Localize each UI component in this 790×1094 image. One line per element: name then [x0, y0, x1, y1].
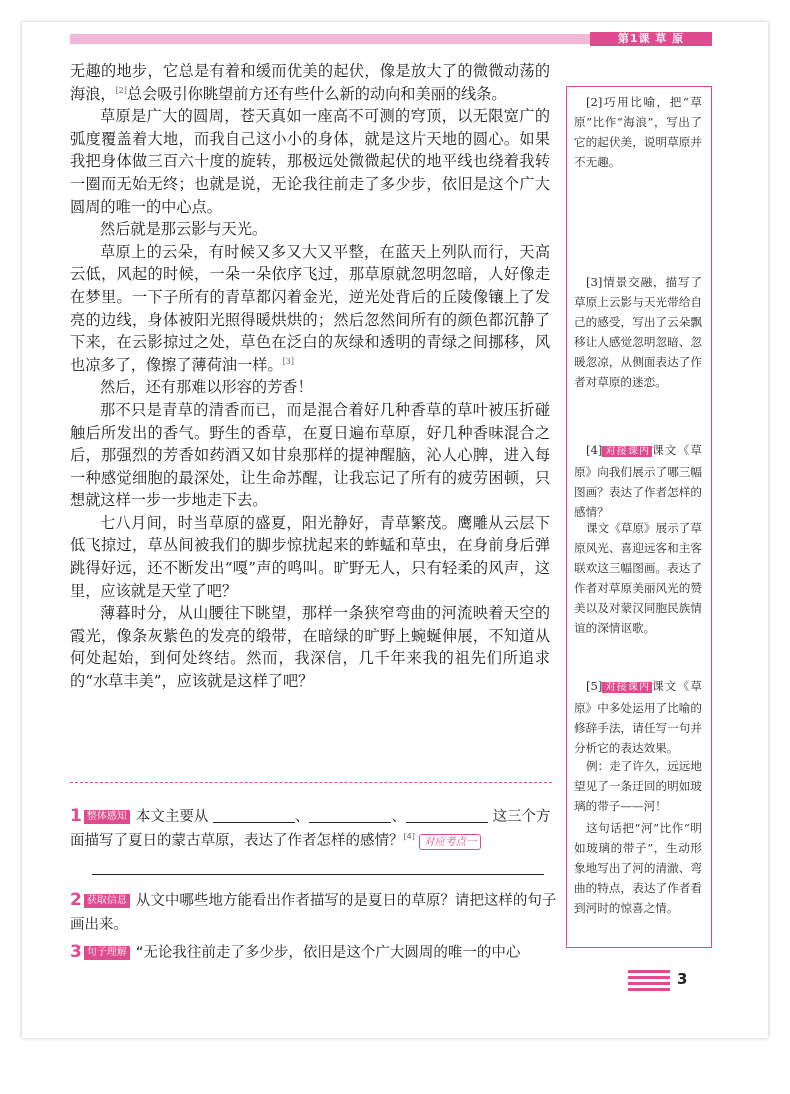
note-4-answer: 课文《草原》展示了草原风光、喜迎远客和主客联欢这三幅图画。表达了作者对草原美丽风光的赞美以及对蒙汉同胞民族情谊的深情讴歌。 — [574, 521, 702, 635]
note-5-example: 例：走了许久，远远地望见了一条迂回的明如玻璃的带子——河！ — [574, 759, 702, 813]
paragraph-7: 七八月间，时当草原的盛夏，阳光静好，青草繁茂。鹰雕从云层下低飞掠过，草丛间被我们的脚步惊扰起来的蚱蜢和草虫，在身前身后弹跳得好远，还不断发出“嘎”声的鸣叫。旷野无人，只有轻柔的风声，这里，应该就是天堂了吧？ — [70, 513, 550, 600]
answer-blank[interactable] — [406, 808, 488, 823]
note-3: [3]情景交融，描写了草原上云影与天光带给自己的感受，写出了云朵飘移让人感觉忽明忽暗、忽暖忽凉，从侧面表达了作者对草原的迷恋。 — [574, 275, 702, 389]
note-2: [2]巧用比喻，把“草原”比作“海浪”，写出了它的起伏美，说明草原并不无趣。 — [574, 95, 702, 169]
ref-marker: [3] — [282, 356, 294, 366]
ref-marker: [4] — [403, 832, 415, 842]
article-body — [70, 60, 550, 693]
answer-blank[interactable] — [213, 808, 295, 823]
note-5-analysis: 这句话把“河”比作“明如玻璃的带子”，生动形象地写出了河的清澈、弯曲的特点，表达了作者看到河时的惊喜之情。 — [574, 821, 702, 915]
tag-badge: 对接课内 — [604, 446, 651, 457]
paragraph-6: 那不只是青草的清香而已，而是混合着好几种香草的草叶被压折碰触后所发出的香气。野生的香草，在夏日遍布草原，好几种香味混合之后，那强烈的芳香如药酒又如甘泉那样的提神醒脑，沁人心脾，进入每一种感觉细胞的最深处，让生命苏醒，让我忘记了所有的疲劳困顿，只想就这样一步一步地走下去。 — [70, 400, 550, 510]
page-decoration — [628, 988, 670, 991]
paragraph-4: 草原上的云朵，有时候又多又大又平整，在蓝天上列队而行，天高云低，风起的时候，一朵一朵依序飞过，那草原就忽明忽暗，人好像走在梦里。一下子所有的青草都闪着金光，逆光处背后的丘陵像镶上了发亮的边线，身体被阳光照得暖烘烘的；然后忽然间所有的颜色都沉静了下来，在云影掠过之处，草色在泛白的灰绿和透明的青绿之间挪移，风也凉多了，像擦了薄荷油一样。[3] — [70, 242, 550, 374]
header-bar — [70, 34, 590, 44]
page-number: 3 — [677, 970, 688, 988]
answer-blank[interactable] — [309, 808, 391, 823]
question-1: 1 整体感知 本文主要从 、 、 这三个方面描写了夏日的蒙古草原，表达了作者怎样的感情？[4] 对应考点一 — [70, 806, 551, 849]
question-3: 3 句子理解 “无论我往前走了多少步，依旧是这个广大圆周的唯一的中心 — [70, 942, 521, 962]
page-decoration — [628, 970, 670, 973]
paragraph-1: 无趣的地步，它总是有着和缓而优美的起伏，像是放大了的微微动荡的海浪，[2]总会吸引你眺望前方还有些什么新的动向和美丽的线条。 — [70, 62, 550, 103]
paragraph-8: 薄暮时分，从山腰往下眺望，那样一条狭窄弯曲的河流映着天空的霞光，像条灰紫色的发亮的缎带，在暗绿的旷野上蜿蜒伸展，不知道从何处起始，到何处终结。然而，我深信，几千年来我的祖先们所追求的“水草丰美”，应该就是这样了吧？ — [70, 604, 550, 691]
ref-marker: [2] — [115, 85, 127, 95]
question-tag: 句子理解 — [84, 946, 130, 960]
note-5: [5] 对接课内 课文《草原》中多处运用了比喻的修辞手法，请任写一句并分析它的表达效果。 — [574, 679, 702, 755]
page-decoration — [628, 976, 670, 979]
paragraph-3: 然后就是那云影与天光。 — [100, 220, 268, 239]
chapter-label: 第1课 草 原 — [590, 32, 712, 46]
section-divider — [70, 782, 552, 783]
page-decoration — [628, 982, 670, 985]
note-4: [4] 对接课内 课文《草原》向我们展示了哪三幅图画？表达了作者怎样的感情？ — [574, 443, 702, 519]
answer-line[interactable] — [92, 874, 544, 875]
question-2: 2 获取信息 从文中哪些地方能看出作者描写的是夏日的草原？请把这样的句子画出来。 — [70, 890, 557, 933]
question-tag: 整体感知 — [84, 810, 130, 824]
exam-point-badge: 对应考点一 — [419, 834, 482, 850]
tag-badge: 对接课内 — [604, 682, 651, 693]
paragraph-5: 然后，还有那难以形容的芳香！ — [100, 378, 313, 397]
paragraph-2: 草原是广大的圆周，苍天真如一座高不可测的穹顶，以无限宽广的弧度覆盖着大地，而我自己这小小的身体，就是这片天地的圆心。如果我把身体做三百六十度的旋转，那极远处微微起伏的地平线也绕着我转一圈而无始无终；也就是说，无论我往前走了多少步，依旧是这个广大圆周的唯一的中心点。 — [70, 107, 550, 216]
question-tag: 获取信息 — [84, 894, 130, 908]
